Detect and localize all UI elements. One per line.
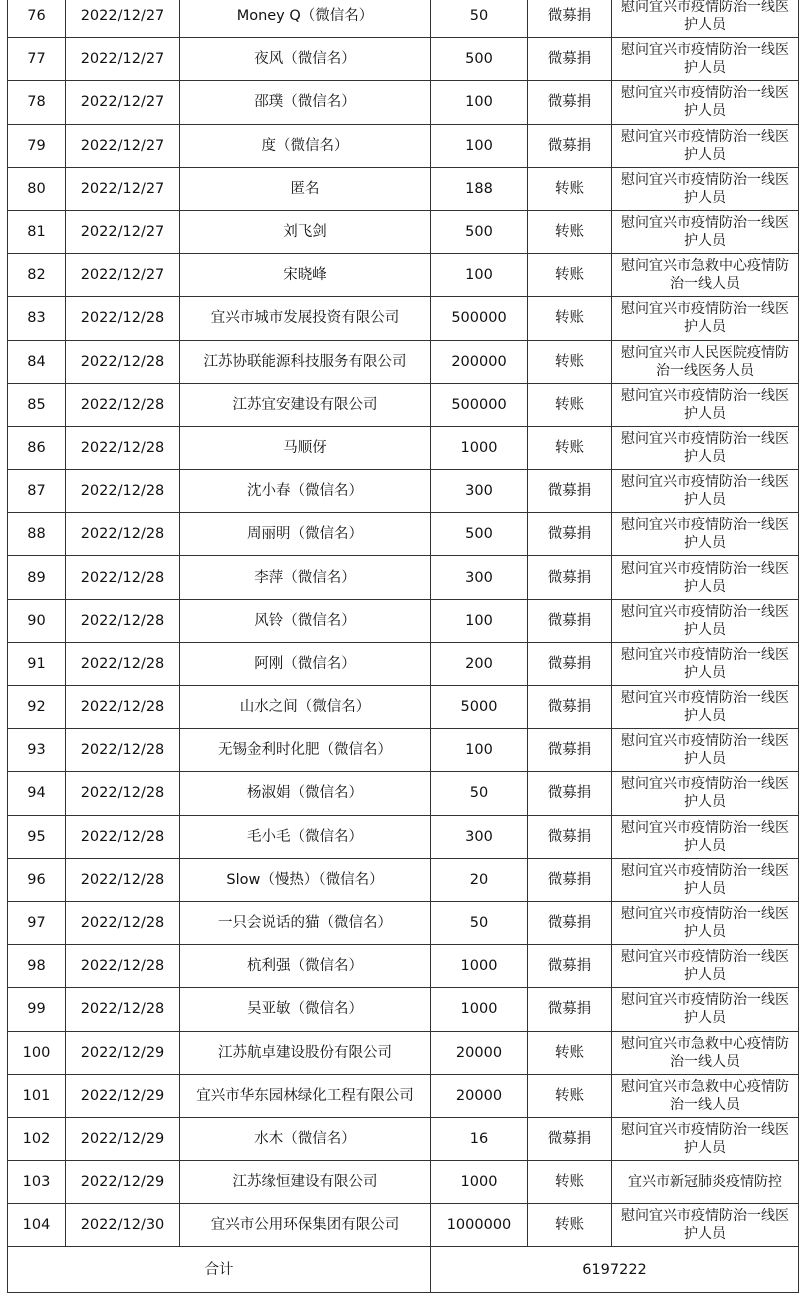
donation-date: 2022/12/28	[66, 815, 180, 858]
table-row	[8, 167, 799, 210]
row-index: 95	[8, 815, 66, 858]
row-index: 86	[8, 426, 66, 469]
donation-amount: 1000	[431, 1161, 528, 1204]
payment-method: 微募捐	[528, 858, 612, 901]
donation-date: 2022/12/28	[66, 513, 180, 556]
donation-purpose: 慰问宜兴市疫情防治一线医护人员	[612, 210, 799, 253]
donation-date: 2022/12/28	[66, 988, 180, 1031]
payment-method: 微募捐	[528, 642, 612, 685]
donation-amount: 100	[431, 599, 528, 642]
donor-name: 宜兴市华东园林绿化工程有限公司	[180, 1074, 431, 1117]
donation-purpose: 慰问宜兴市疫情防治一线医护人员	[612, 729, 799, 772]
payment-method: 转账	[528, 1031, 612, 1074]
table-row	[8, 124, 799, 167]
table-row	[8, 988, 799, 1031]
total-row	[8, 1247, 799, 1293]
donation-purpose: 慰问宜兴市疫情防治一线医护人员	[612, 297, 799, 340]
donation-purpose: 慰问宜兴市疫情防治一线医护人员	[612, 686, 799, 729]
row-index: 82	[8, 254, 66, 297]
donation-purpose: 慰问宜兴市急救中心疫情防治一线人员	[612, 1074, 799, 1117]
payment-method: 转账	[528, 1161, 612, 1204]
donor-name: 宋晓峰	[180, 254, 431, 297]
donation-purpose: 宜兴市新冠肺炎疫情防控	[612, 1161, 799, 1204]
table-row	[8, 383, 799, 426]
row-index: 85	[8, 383, 66, 426]
row-index: 93	[8, 729, 66, 772]
donation-date: 2022/12/29	[66, 1117, 180, 1160]
payment-method: 微募捐	[528, 1117, 612, 1160]
table-row	[8, 81, 799, 124]
donation-purpose: 慰问宜兴市疫情防治一线医护人员	[612, 772, 799, 815]
table-row	[8, 556, 799, 599]
table-row	[8, 340, 799, 383]
donation-date: 2022/12/27	[66, 254, 180, 297]
donation-date: 2022/12/28	[66, 470, 180, 513]
donation-purpose: 慰问宜兴市疫情防治一线医护人员	[612, 599, 799, 642]
donation-purpose: 慰问宜兴市疫情防治一线医护人员	[612, 513, 799, 556]
donor-name: 夜风（微信名）	[180, 38, 431, 81]
table-row	[8, 815, 799, 858]
donation-date: 2022/12/28	[66, 729, 180, 772]
donation-amount: 50	[431, 772, 528, 815]
donor-name: 宜兴市公用环保集团有限公司	[180, 1204, 431, 1247]
donation-date: 2022/12/27	[66, 0, 180, 38]
donation-amount: 50	[431, 0, 528, 38]
row-index: 76	[8, 0, 66, 38]
payment-method: 微募捐	[528, 729, 612, 772]
row-index: 99	[8, 988, 66, 1031]
donor-name: 刘飞剑	[180, 210, 431, 253]
donation-date: 2022/12/28	[66, 945, 180, 988]
donation-amount: 50	[431, 901, 528, 944]
donation-purpose: 慰问宜兴市疫情防治一线医护人员	[612, 426, 799, 469]
payment-method: 微募捐	[528, 599, 612, 642]
donation-amount: 16	[431, 1117, 528, 1160]
row-index: 90	[8, 599, 66, 642]
donation-amount: 5000	[431, 686, 528, 729]
donation-date: 2022/12/28	[66, 599, 180, 642]
donation-date: 2022/12/27	[66, 167, 180, 210]
row-index: 87	[8, 470, 66, 513]
row-index: 79	[8, 124, 66, 167]
table-row	[8, 297, 799, 340]
donor-name: 李萍（微信名）	[180, 556, 431, 599]
row-index: 84	[8, 340, 66, 383]
donation-purpose: 慰问宜兴市疫情防治一线医护人员	[612, 38, 799, 81]
payment-method: 转账	[528, 383, 612, 426]
payment-method: 微募捐	[528, 556, 612, 599]
payment-method: 转账	[528, 254, 612, 297]
table-row	[8, 1204, 799, 1247]
donation-date: 2022/12/29	[66, 1161, 180, 1204]
donation-date: 2022/12/28	[66, 383, 180, 426]
row-index: 94	[8, 772, 66, 815]
donor-name: 风铃（微信名）	[180, 599, 431, 642]
donation-purpose: 慰问宜兴市疫情防治一线医护人员	[612, 556, 799, 599]
total-amount: 6197222	[431, 1247, 799, 1293]
donation-amount: 100	[431, 124, 528, 167]
table-row	[8, 1031, 799, 1074]
payment-method: 转账	[528, 426, 612, 469]
donation-date: 2022/12/28	[66, 642, 180, 685]
table-row	[8, 38, 799, 81]
donation-amount: 20000	[431, 1031, 528, 1074]
donation-date: 2022/12/27	[66, 38, 180, 81]
donation-purpose: 慰问宜兴市疫情防治一线医护人员	[612, 81, 799, 124]
payment-method: 微募捐	[528, 470, 612, 513]
table-row	[8, 1074, 799, 1117]
donor-name: 阿刚（微信名）	[180, 642, 431, 685]
donation-amount: 1000	[431, 945, 528, 988]
donation-date: 2022/12/28	[66, 686, 180, 729]
payment-method: 微募捐	[528, 772, 612, 815]
row-index: 88	[8, 513, 66, 556]
donation-date: 2022/12/27	[66, 210, 180, 253]
donation-date: 2022/12/30	[66, 1204, 180, 1247]
donation-date: 2022/12/28	[66, 340, 180, 383]
donation-purpose: 慰问宜兴市急救中心疫情防治一线人员	[612, 1031, 799, 1074]
row-index: 102	[8, 1117, 66, 1160]
row-index: 83	[8, 297, 66, 340]
table-row	[8, 772, 799, 815]
total-label: 合计	[8, 1247, 431, 1293]
donation-date: 2022/12/29	[66, 1031, 180, 1074]
donor-name: 江苏宜安建设有限公司	[180, 383, 431, 426]
row-index: 100	[8, 1031, 66, 1074]
donation-amount: 500	[431, 513, 528, 556]
donation-date: 2022/12/28	[66, 772, 180, 815]
donor-name: 邵璞（微信名）	[180, 81, 431, 124]
donation-date: 2022/12/27	[66, 81, 180, 124]
donation-amount: 100	[431, 81, 528, 124]
donation-amount: 500	[431, 38, 528, 81]
donation-amount: 1000000	[431, 1204, 528, 1247]
payment-method: 微募捐	[528, 38, 612, 81]
donor-name: 江苏航卓建设股份有限公司	[180, 1031, 431, 1074]
donation-date: 2022/12/28	[66, 426, 180, 469]
table-row	[8, 0, 799, 38]
donor-name: Money Q（微信名）	[180, 0, 431, 38]
donor-name: 毛小毛（微信名）	[180, 815, 431, 858]
donation-amount: 1000	[431, 988, 528, 1031]
donor-name: 周丽明（微信名）	[180, 513, 431, 556]
donor-name: 匿名	[180, 167, 431, 210]
payment-method: 微募捐	[528, 81, 612, 124]
payment-method: 转账	[528, 1204, 612, 1247]
donor-name: 无锡金利时化肥（微信名）	[180, 729, 431, 772]
table-row	[8, 686, 799, 729]
donor-name: 一只会说话的猫（微信名）	[180, 901, 431, 944]
table-row	[8, 426, 799, 469]
row-index: 89	[8, 556, 66, 599]
donation-date: 2022/12/28	[66, 858, 180, 901]
donation-table-body	[8, 0, 799, 1247]
donation-purpose: 慰问宜兴市疫情防治一线医护人员	[612, 1117, 799, 1160]
table-row	[8, 945, 799, 988]
donation-amount: 100	[431, 254, 528, 297]
donation-purpose: 慰问宜兴市人民医院疫情防治一线医务人员	[612, 340, 799, 383]
donor-name: 江苏缘恒建设有限公司	[180, 1161, 431, 1204]
donation-date: 2022/12/28	[66, 556, 180, 599]
row-index: 92	[8, 686, 66, 729]
donation-purpose: 慰问宜兴市疫情防治一线医护人员	[612, 470, 799, 513]
donation-amount: 300	[431, 470, 528, 513]
donation-purpose: 慰问宜兴市疫情防治一线医护人员	[612, 945, 799, 988]
row-index: 81	[8, 210, 66, 253]
payment-method: 微募捐	[528, 988, 612, 1031]
row-index: 77	[8, 38, 66, 81]
row-index: 91	[8, 642, 66, 685]
payment-method: 微募捐	[528, 0, 612, 38]
donation-amount: 200	[431, 642, 528, 685]
donation-purpose: 慰问宜兴市疫情防治一线医护人员	[612, 124, 799, 167]
donation-amount: 100	[431, 729, 528, 772]
table-row	[8, 642, 799, 685]
payment-method: 转账	[528, 1074, 612, 1117]
donor-name: 宜兴市城市发展投资有限公司	[180, 297, 431, 340]
row-index: 97	[8, 901, 66, 944]
donation-purpose: 慰问宜兴市疫情防治一线医护人员	[612, 858, 799, 901]
payment-method: 微募捐	[528, 945, 612, 988]
donation-purpose: 慰问宜兴市疫情防治一线医护人员	[612, 0, 799, 38]
donation-date: 2022/12/27	[66, 124, 180, 167]
donation-table	[7, 0, 799, 1293]
donor-name: 沈小春（微信名）	[180, 470, 431, 513]
table-row	[8, 1161, 799, 1204]
payment-method: 转账	[528, 340, 612, 383]
row-index: 96	[8, 858, 66, 901]
payment-method: 微募捐	[528, 686, 612, 729]
donor-name: 水木（微信名）	[180, 1117, 431, 1160]
row-index: 101	[8, 1074, 66, 1117]
donation-date: 2022/12/29	[66, 1074, 180, 1117]
donor-name: 马顺伢	[180, 426, 431, 469]
donation-purpose: 慰问宜兴市疫情防治一线医护人员	[612, 901, 799, 944]
table-row	[8, 729, 799, 772]
payment-method: 转账	[528, 297, 612, 340]
donation-purpose: 慰问宜兴市疫情防治一线医护人员	[612, 815, 799, 858]
payment-method: 转账	[528, 167, 612, 210]
donor-name: 杭利强（微信名）	[180, 945, 431, 988]
table-row	[8, 254, 799, 297]
payment-method: 微募捐	[528, 124, 612, 167]
row-index: 98	[8, 945, 66, 988]
table-row	[8, 210, 799, 253]
donation-amount: 200000	[431, 340, 528, 383]
donation-amount: 300	[431, 556, 528, 599]
table-row	[8, 901, 799, 944]
payment-method: 微募捐	[528, 513, 612, 556]
table-row	[8, 470, 799, 513]
donation-purpose: 慰问宜兴市疫情防治一线医护人员	[612, 167, 799, 210]
donation-amount: 500000	[431, 297, 528, 340]
donation-amount: 500000	[431, 383, 528, 426]
payment-method: 转账	[528, 210, 612, 253]
donor-name: 江苏协联能源科技服务有限公司	[180, 340, 431, 383]
table-row	[8, 858, 799, 901]
row-index: 80	[8, 167, 66, 210]
row-index: 78	[8, 81, 66, 124]
donation-purpose: 慰问宜兴市急救中心疫情防治一线人员	[612, 254, 799, 297]
table-row	[8, 513, 799, 556]
donation-purpose: 慰问宜兴市疫情防治一线医护人员	[612, 642, 799, 685]
payment-method: 微募捐	[528, 901, 612, 944]
donation-amount: 20	[431, 858, 528, 901]
donation-purpose: 慰问宜兴市疫情防治一线医护人员	[612, 383, 799, 426]
donation-amount: 188	[431, 167, 528, 210]
donation-amount: 20000	[431, 1074, 528, 1117]
donor-name: 杨淑娟（微信名）	[180, 772, 431, 815]
donation-amount: 300	[431, 815, 528, 858]
donation-purpose: 慰问宜兴市疫情防治一线医护人员	[612, 1204, 799, 1247]
donor-name: 度（微信名）	[180, 124, 431, 167]
donation-purpose: 慰问宜兴市疫情防治一线医护人员	[612, 988, 799, 1031]
donation-date: 2022/12/28	[66, 901, 180, 944]
donation-amount: 500	[431, 210, 528, 253]
table-row	[8, 1117, 799, 1160]
row-index: 104	[8, 1204, 66, 1247]
donation-amount: 1000	[431, 426, 528, 469]
donor-name: Slow（慢热）（微信名）	[180, 858, 431, 901]
donation-date: 2022/12/28	[66, 297, 180, 340]
row-index: 103	[8, 1161, 66, 1204]
donor-name: 吴亚敏（微信名）	[180, 988, 431, 1031]
table-row	[8, 599, 799, 642]
donor-name: 山水之间（微信名）	[180, 686, 431, 729]
payment-method: 微募捐	[528, 815, 612, 858]
